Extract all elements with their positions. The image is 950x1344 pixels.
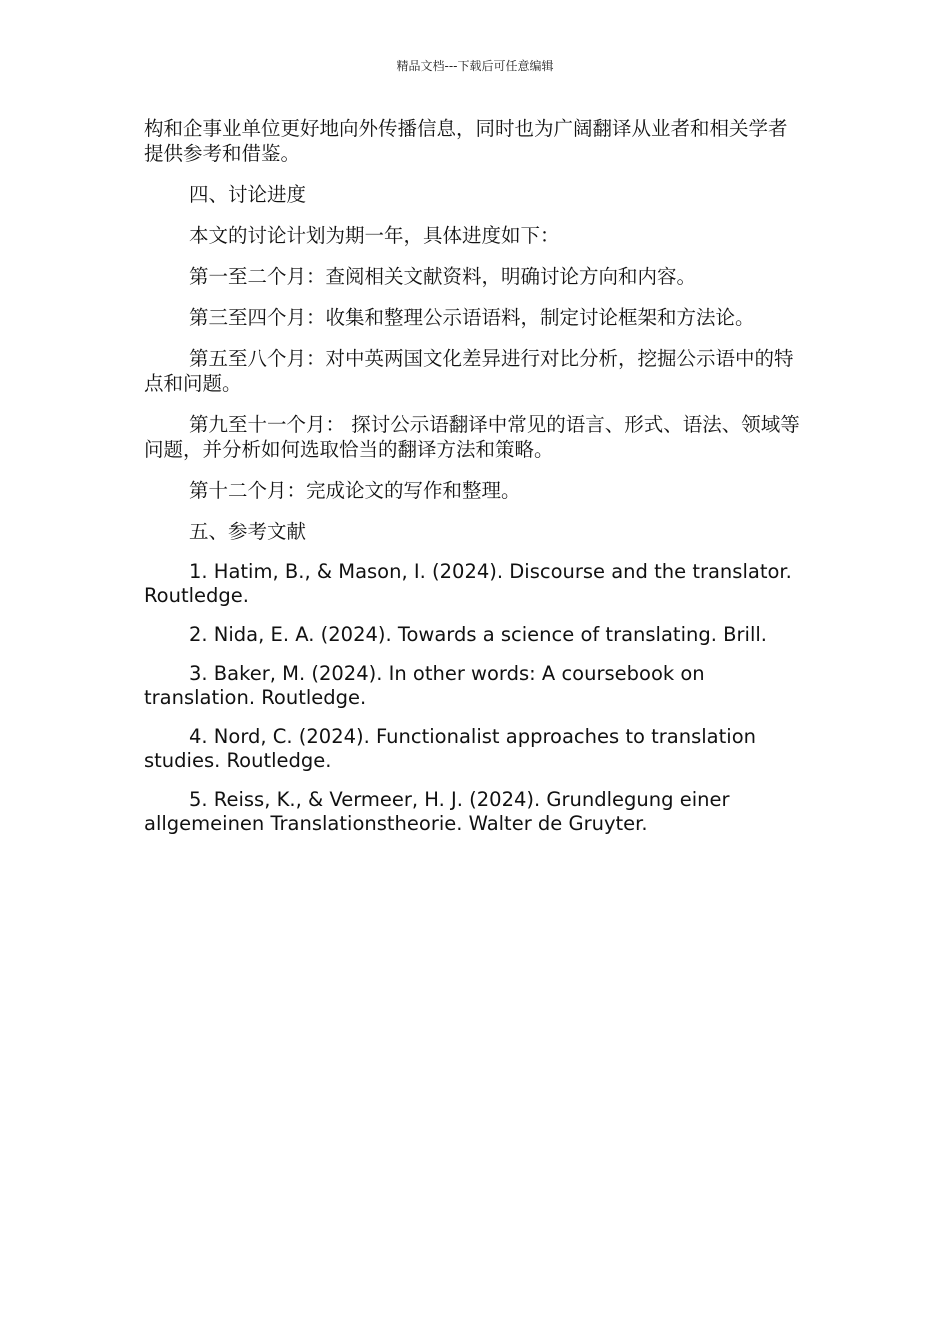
reference-item: 1. Hatim, B., & Mason, I. (2024). Discourse and the translator. Routledge.: [144, 560, 792, 607]
reference-item: 3. Baker, M. (2024). In other words: A coursebook on translation. Routledge.: [144, 662, 705, 709]
section-heading-references: 五、参考文献: [189, 520, 307, 543]
document-body: [144, 116, 800, 851]
schedule-item: 第十二个月：完成论文的写作和整理。: [189, 479, 521, 502]
continued-paragraph: 构和企事业单位更好地向外传播信息，同时也为广阔翻译从业者和相关学者提供参考和借鉴。: [144, 117, 788, 165]
schedule-item: 第九至十一个月： 探讨公示语翻译中常见的语言、形式、语法、领域等问题，并分析如何选取恰当的翻译方法和策略。: [144, 413, 800, 461]
reference-item: 5. Reiss, K., & Vermeer, H. J. (2024). Grundlegung einer allgemeinen Translationstheorie. Walter de Gruyter.: [144, 788, 730, 835]
section-heading-progress: 四、讨论进度: [189, 183, 307, 206]
reference-item: 2. Nida, E. A. (2024). Towards a science of translating. Brill.: [189, 623, 767, 646]
schedule-intro: 本文的讨论计划为期一年，具体进度如下：: [189, 224, 560, 247]
reference-item: 4. Nord, C. (2024). Functionalist approaches to translation studies. Routledge.: [144, 725, 756, 772]
page-header: 精品文档---下载后可任意编辑: [396, 59, 554, 73]
schedule-item: 第一至二个月：查阅相关文献资料，明确讨论方向和内容。: [189, 265, 697, 288]
schedule-item: 第三至四个月：收集和整理公示语语料，制定讨论框架和方法论。: [189, 306, 755, 329]
schedule-item: 第五至八个月：对中英两国文化差异进行对比分析，挖掘公示语中的特点和问题。: [144, 347, 794, 395]
